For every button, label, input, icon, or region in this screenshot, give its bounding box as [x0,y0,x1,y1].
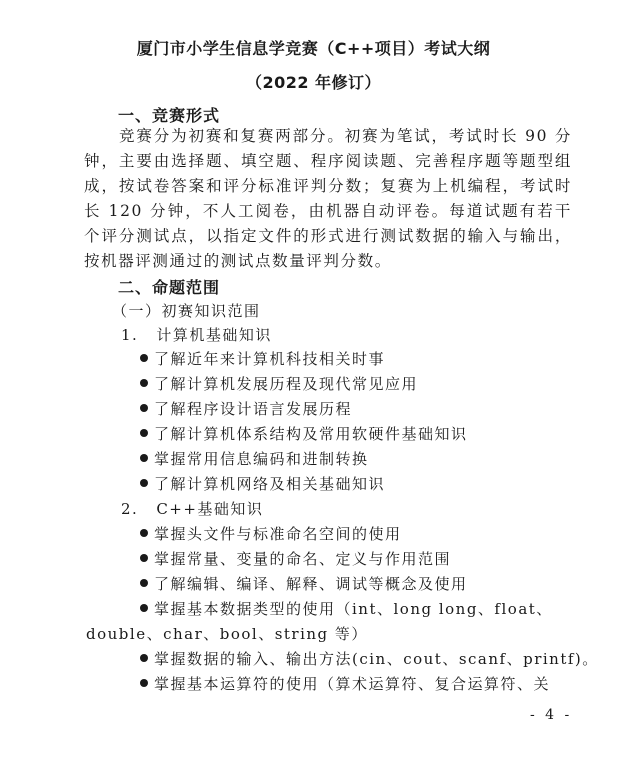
list-item-text: 掌握头文件与标准命名空间的使用 [154,525,402,543]
bullet-dot-icon [140,404,148,412]
list-item-text: 掌握常量、变量的命名、定义与作用范围 [154,550,452,568]
group-number: 2. [121,500,139,518]
list-item [140,398,352,419]
list-item [140,648,599,669]
list-item-text: 了解程序设计语言发展历程 [154,400,353,418]
list-item [140,548,451,569]
group-heading-cpp-basics [121,498,263,519]
document-title: 厦门市小学生信息学竞赛（C++项目）考试大纲 [136,39,491,58]
list-item [140,348,385,369]
bullet-dot-icon [140,604,148,612]
bullet-dot-icon [140,679,148,687]
list-item-text: 掌握基本数据类型的使用（int、long long、float、 [154,600,553,618]
list-item [140,473,385,494]
list-item-text: 了解计算机网络及相关基础知识 [154,475,386,493]
list-item-continuation: double、char、bool、string 等） [86,625,368,643]
list-item [140,598,553,619]
group-heading-computer-basics [121,324,272,345]
page-number: - 4 - [530,707,573,723]
list-item [140,673,550,694]
group-number: 1. [121,326,139,344]
group-label: C++基础知识 [156,500,264,518]
list-item-text: 掌握常用信息编码和进制转换 [154,450,369,468]
list-item [140,423,468,444]
subsection-label-preliminary: （一）初赛知识范围 [112,302,261,320]
list-item-text: 掌握数据的输入、输出方法(cin、cout、scanf、printf)。 [154,650,599,668]
bullet-dot-icon [140,429,148,437]
list-item-text: 掌握基本运算符的使用（算术运算符、复合运算符、关 [154,675,551,693]
bullet-dot-icon [140,379,148,387]
list-item-text: 了解计算机发展历程及现代常见应用 [154,375,419,393]
section-body-competition-format: 竞赛分为初赛和复赛两部分。初赛为笔试，考试时长 90 分钟，主要由选择题、填空题、程序阅读题、完善程序题等题型组成，按试卷答案和评分标准评判分数；复赛为上机编程，考试时长 120 分钟，不人工阅卷，由机器自动评卷。每道试题有若干个评分测试点，以指定文件的形式进行测试数据的输入与输出，按机器评测通过的测试点数量评判分数。 [84,127,572,270]
list-item [140,573,468,594]
bullet-dot-icon [140,579,148,587]
list-item [140,373,418,394]
section-heading-topic-scope: 二、命题范围 [118,278,221,297]
bullet-dot-icon [140,454,148,462]
bullet-dot-icon [140,554,148,562]
bullet-dot-icon [140,354,148,362]
list-item [140,523,402,544]
list-item-text: 了解近年来计算机科技相关时事 [154,350,386,368]
group-label: 计算机基础知识 [156,326,272,344]
list-item-text: 了解编辑、编译、解释、调试等概念及使用 [154,575,468,593]
bullet-dot-icon [140,479,148,487]
list-item [140,448,369,469]
bullet-dot-icon [140,654,148,662]
section-heading-competition-format: 一、竞赛形式 [118,106,221,125]
document-subtitle: （2022 年修订） [245,73,382,92]
list-item-text: 了解计算机体系结构及常用软硬件基础知识 [154,425,468,443]
bullet-dot-icon [140,529,148,537]
